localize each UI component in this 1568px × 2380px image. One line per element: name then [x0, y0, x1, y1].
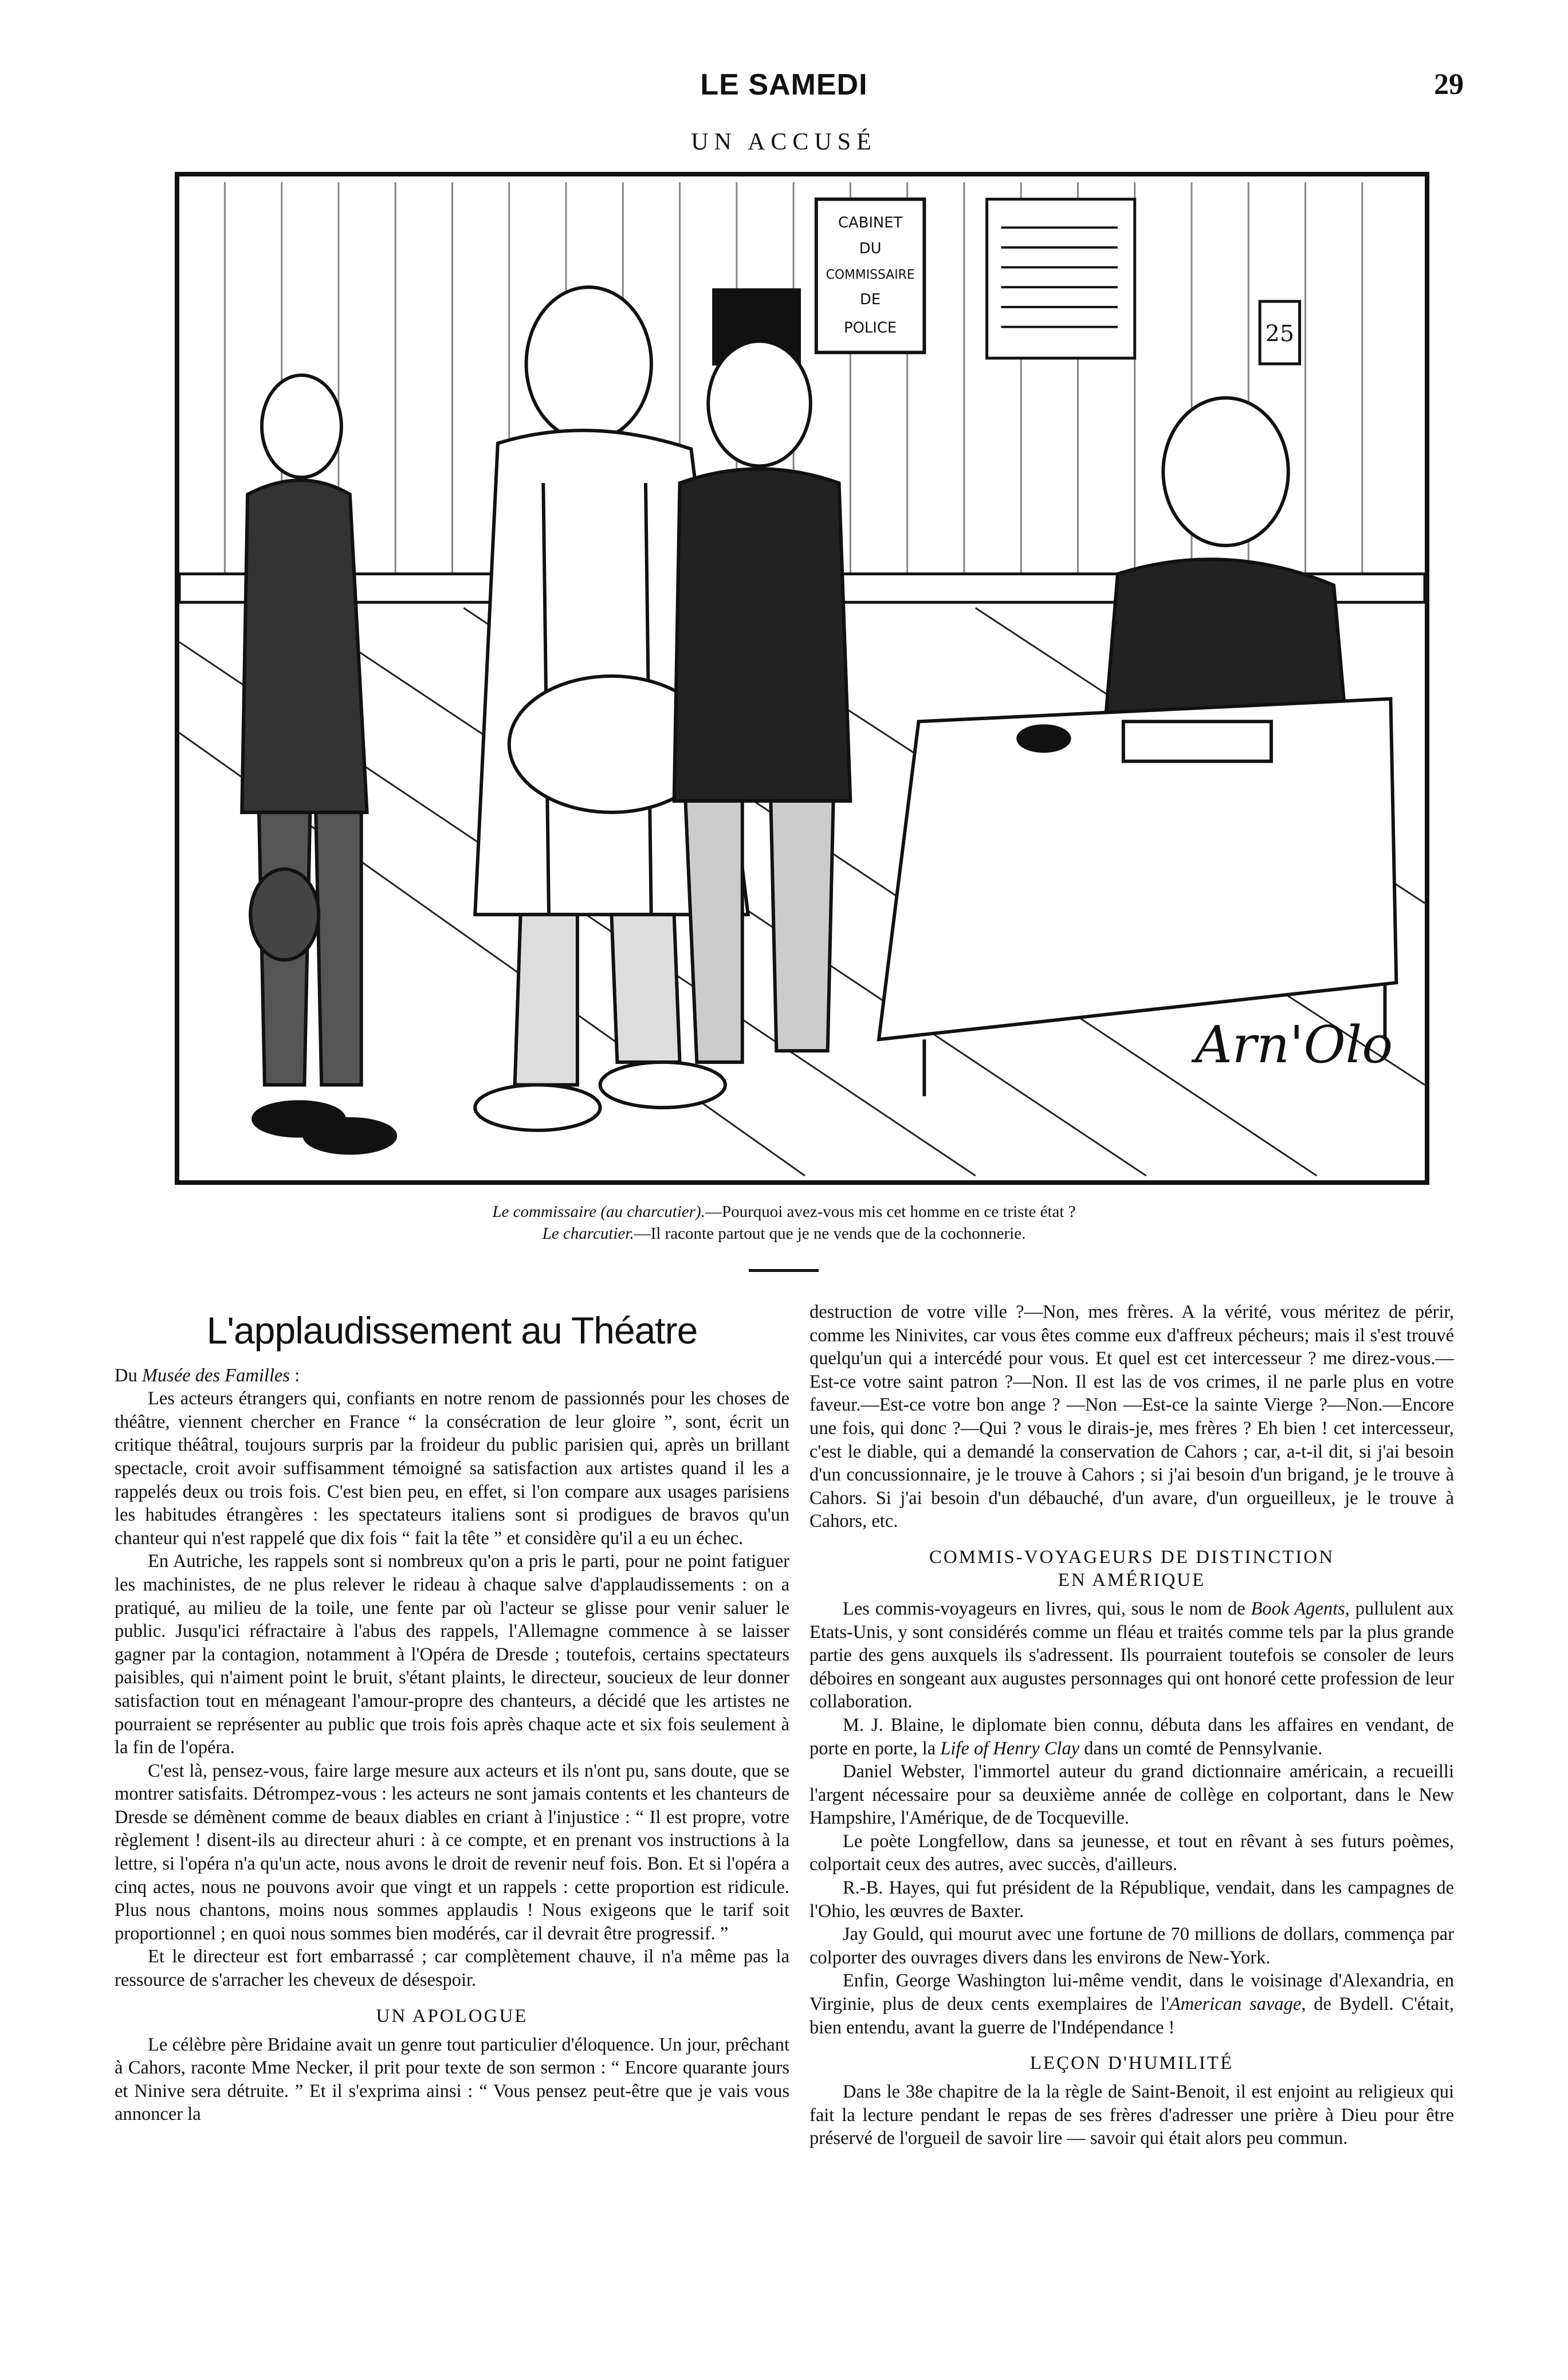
paragraph-text: Les commis-voyageurs en livres, qui, sous le nom de	[843, 1598, 1251, 1619]
paragraph-text: R.-B. Hayes, qui fut président de la République, vendait, dans les campagnes de l'Ohio, les œuvres de Baxter.	[809, 1878, 1454, 1922]
sign-line-5: POLICE	[844, 319, 897, 337]
article-source	[115, 1364, 789, 1388]
article-paragraph: C'est là, pensez-vous, faire large mesure aux acteurs et ils n'ont pu, sans doute, que se montrer satisfaits. Détrompez-vous : les acteurs ne sont jamais contents et les chanteurs de Dresde se démènent comme de beaux diables en criant à l'injustice : “ Il est propre, votre règlement ! disent-ils au directeur ahuri : à ce compte, et en prenant vos instructions à la lettre, si l'opéra n'a qu'un acte, nous avons le droit de revenir neuf fois. Bon. Et si l'opéra a cinq actes, nous ne pouvons avoir que vingt et un rappels : cette proportion est ridicule. Plus nous chantons, moins nous sommes applaudis ! Nous exigeons que le tarif soit proportionnel ; en quoi nous sommes bien modérés, car il devrait être progressif. ”	[115, 1760, 789, 1944]
paragraph-italic: Life of Henry Clay	[940, 1738, 1080, 1759]
sign-line-3: COMMISSAIRE	[826, 268, 915, 282]
paragraph-text: , pullulent aux Etats-Unis, y sont considérés comme un fléau et traités comme tels par la plus grande partie des gens auxquels ils s'adressent. Ils pourraient toutefois se consoler de leurs déboires en songeant aux augustes personnages qui ont honoré cette profession de leur collaboration.	[809, 1598, 1455, 1713]
section-heading-line-2: EN AMÉRIQUE	[1058, 1569, 1206, 1590]
posted-notice	[987, 199, 1135, 358]
commis-paragraph	[809, 1760, 1454, 1830]
paragraph-text: Daniel Webster, l'immortel auteur du grand dictionnaire américain, a recueilli l'argent nécessaire pour sa deuxième année de collège en colportant, dans le New Hampshire, l'Amérique, de de Tocqueville.	[809, 1761, 1454, 1829]
caption-speaker-1: Le commissaire (au charcutier).	[492, 1203, 705, 1221]
paragraph-text: Le poète Longfellow, dans sa jeunesse, et tout en rêvant à ses futurs poèmes, colportait ceux des autres, avec succès, d'ailleurs.	[809, 1831, 1454, 1875]
commis-paragraph	[809, 1923, 1454, 1969]
cartoon-drawing	[179, 176, 1425, 1180]
paragraph-italic: Book Agents	[1251, 1598, 1345, 1619]
cartoon-illustration	[175, 172, 1429, 1185]
source-suffix: :	[290, 1365, 300, 1386]
commis-paragraph	[809, 1876, 1454, 1923]
caption-text-1: —Pourquoi avez-vous mis cet homme en ce triste état ?	[705, 1203, 1076, 1221]
apologue-paragraph: Le célèbre père Bridaine avait un genre tout particulier d'éloquence. Un jour, prêchant à Cahors, raconte Mme Necker, il prit pour texte de son sermon : “ Encore quarante jours et Ninive sera détruite. ” Et il s'exprima ainsi : “ Vous pensez peut-être que je vais vous annoncer la	[115, 2034, 789, 2125]
artist-signature: Arn'Olo	[1195, 1015, 1393, 1075]
section-divider	[749, 1269, 819, 1272]
calendar-day: 25	[1265, 320, 1295, 347]
section-heading-apologue: UN APOLOGUE	[376, 2005, 528, 2026]
commis-paragraph	[809, 1714, 1454, 1760]
article-paragraph: Les acteurs étrangers qui, confiants en notre renom de passionnés pour les choses de théâtre, viennent chercher en France “ la consécration de leur gloire ”, sont, écrit un critique théâtral, toujours surpris par la froideur du public parisien qui, après un brillant spectacle, croit avoir suffisamment témoigné sa satisfaction aux artistes quand il les a rappelés deux ou trois fois. C'est bien peu, en effet, si l'on compare aux usages parisiens les habitudes étrangères : les spectateurs italiens sont si prodigues de bravos qu'un chanteur qui n'est rappelé que dix fois “ fait la tête ” et considère qu'il a eu un échec.	[115, 1388, 789, 1549]
accused-man	[242, 375, 395, 1153]
source-publication: Musée des Familles	[142, 1365, 290, 1386]
section-heading-line-1: COMMIS-VOYAGEURS DE DISTINCTION	[929, 1546, 1335, 1568]
paragraph-text: Enfin, George Washington lui-même vendit, dans le voisinage d'Alexandria, en Virginie, plus de deux cents exemplaires de l'	[809, 1970, 1454, 2015]
paragraph-text: , de Bydell. C'était, bien entendu, avant la guerre de l'Indépendance !	[809, 1994, 1454, 2038]
source-prefix: Du	[115, 1365, 142, 1386]
caption-speaker-2: Le charcutier.	[542, 1224, 634, 1243]
paragraph-italic: American savage	[1169, 1994, 1302, 2015]
commis-paragraph	[809, 1969, 1454, 2039]
commis-paragraph	[809, 1597, 1454, 1714]
page-number: 29	[1434, 68, 1464, 101]
sign-line-4: DE	[860, 290, 881, 308]
gendarme	[674, 290, 851, 1062]
running-title: LE SAMEDI	[700, 68, 868, 101]
article-title: L'applaudissement au Théatre	[206, 1309, 698, 1352]
paragraph-text: Jay Gould, qui mourut avec une fortune de 70 millions de dollars, commença par colporter des ouvrages divers dans les environs de New-York.	[809, 1924, 1454, 1968]
paragraph-text: dans un comté de Pennsylvanie.	[1079, 1738, 1323, 1759]
article-paragraph: Et le directeur est fort embarrassé ; car complètement chauve, il n'a même pas la ressource de s'arracher les cheveux de désespoir.	[115, 1946, 789, 1991]
humilite-paragraph: Dans le 38e chapitre de la la règle de Saint-Benoit, il est enjoint au religieux qui fait la lecture pendant le repas de ses frères d'adresser une prière à Dieu pour être préservé de l'orgueil de savoir lire — savoir qui était alors peu commun.	[809, 2081, 1454, 2149]
page-header	[0, 68, 1568, 113]
left-column	[115, 1301, 789, 2126]
caption-text-2: —Il raconte partout que je ne vends que de la cochonnerie.	[634, 1224, 1026, 1243]
section-heading-humilite: LEÇON D'HUMILITÉ	[1029, 2053, 1234, 2074]
sign-line-1: CABINET	[838, 214, 903, 232]
paragraph-text: M. J. Blaine, le diplomate bien connu, débuta dans les affaires en vendant, de porte en porte, la	[809, 1714, 1454, 1759]
caption-line-1	[0, 1201, 1568, 1223]
commis-paragraph	[809, 1830, 1454, 1876]
sign-line-2: DU	[859, 239, 882, 257]
apologue-continuation: destruction de votre ville ?—Non, mes frères. A la vérité, vous méritez de périr, comme les Ninivites, car vous êtes comme eux d'affreux pécheurs; mais il s'est trouvé quelqu'un qui a intercédé pour vous. Et quel est cet intercesseur ? me direz-vous.—Est-ce votre saint patron ?—Non. Il est las de vos crimes, il ne parle plus en votre faveur.—Est-ce votre bon ange ? —Non —Est-ce la sainte Vierge ?—Non.—Encore une fois, qui donc ?—Qui ? vous le dirais-je, mes frères ? Eh bien ! cet intercesseur, c'est le diable, qui a demandé la conservation de Cahors ; car, a-t-il dit, si j'ai besoin d'un concussionnaire, je le trouve à Cahors ; si j'ai besoin d'un brigand, je le trouve à Cahors. Si j'ai besoin d'un débauché, d'un avare, d'un orgueilleux, je le trouve à Cahors, etc.	[809, 1302, 1454, 1532]
caption-line-2	[0, 1223, 1568, 1244]
illustration-caption	[0, 1201, 1568, 1244]
section-heading-commis-voyageurs	[809, 1546, 1454, 1592]
illustration-title: UN ACCUSÉ	[691, 129, 877, 155]
article-paragraph: En Autriche, les rappels sont si nombreux qu'on a pris le parti, pour ne point fatiguer les machinistes, de ne plus relever le rideau à chaque salve d'applaudissements : on a pratiqué, au milieu de la toile, une fente par où l'acteur se glisse pour venir saluer le public. Jusqu'ici réfractaire à l'abus des rappels, l'Allemagne commence à se laisser gagner par la contagion, notamment à l'Opéra de Dresde ; toutefois, certains spectateurs paisibles, qui n'aiment point le bruit, s'étant plaints, le directeur, soucieux de leur donner satisfaction tout en ménageant l'amour-propre des chanteurs, a décidé que les artistes ne pourraient se représenter au public que trois fois après chaque acte et six fois seulement à la fin de l'opéra.	[115, 1551, 789, 1758]
right-column	[809, 1301, 1454, 2150]
